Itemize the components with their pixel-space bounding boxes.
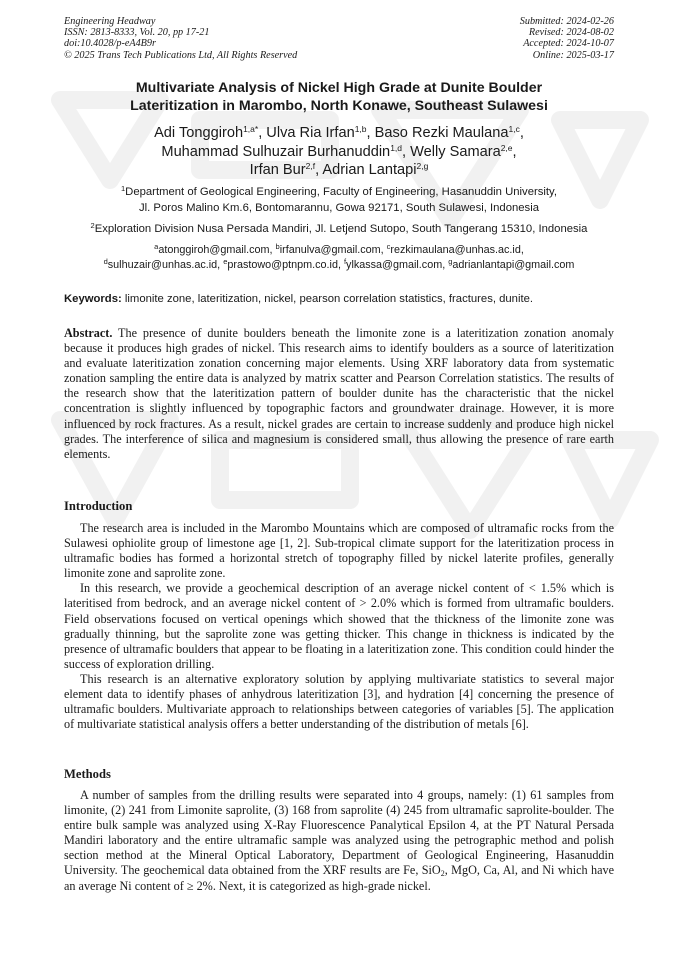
author-affil-mark: 2,f <box>305 161 316 172</box>
paragraph: A number of samples from the drilling results were separated into 4 groups, namely: (1) 61 samples from limonite, (2) 241 from Limonite saprolite, (3) 168 from saprolite (4) 245 from ultramafic saprolite-boulder. The entire bulk sample was analyzed using X-Ray Fluorescence Panalytical Epsilon 4, at the PT Natural Persada Mandiri laboratory and the entire ultramafic sample was analyzed using the petrographic method and polish section method at the Mineral Optical Laboratory, Department of Geological Engineering, Hasanuddin University. The geochemical data obtained from the XRF results are Fe, SiO$_2$, MgO, Ca, Al, and Ni which have an average Ni content of ≥ 2%. Next, it is categorized as high-grade nickel. <box>64 788 614 893</box>
methods-heading: Methods <box>64 767 111 781</box>
revised-date: Revised: 2024-08-02 <box>528 27 614 39</box>
author-name: Ulva Ria Irfan <box>266 125 355 141</box>
author-list: Adi Tonggiroh$^{1,a*}$, Ulva Ria Irfan$^{1,b}$, Baso Rezki Maulana$^{1,c}$, Muhammad Sulhuzair Burhanuddin$^{1,d}$, Welly Samara$^{2,e}$, Irfan Bur$^{2,f}$, Adrian Lantapi$^{2,g}$ <box>154 124 524 179</box>
affil-mark: 1 <box>121 184 126 193</box>
author-name: Baso Rezki Maulana <box>374 125 509 141</box>
copyright: © 2025 Trans Tech Publications Ltd, All Rights Reserved <box>64 49 298 61</box>
doi-link[interactable]: doi:10.4028/p-eA4B9r <box>64 38 156 50</box>
author-name: Welly Samara <box>410 143 501 160</box>
author-emails: $^a$atonggiroh@gmail.com, $^b$irfanulva@gmail.com, $^c$rezkimaulana@unhas.ac.id, $^d$sulhuzair@unhas.ac.id, $^e$prastowo@ptnpm.co.id, $^f$ylkassa@gmail.com, $^g$adrianlantapi@gmail.com <box>103 242 575 271</box>
email-link[interactable]: rezkimaulana@unhas.ac.id, <box>390 244 524 256</box>
keywords-text: limonite zone, lateritization, nickel, pearson correlation statistics, fractures, dunite. <box>121 293 534 305</box>
paragraph: This research is an alternative exploratory solution by applying multivariate statistics to several major element data to identify phases of anhydrous lateritization [3], and hydration [4] concerning the presence of ultramafic boulders. Multivariate approach to relationships between categories of variables [5]. The application of multivariate statistical analysis offers a better understanding of the distribution of metals [6]. <box>64 671 614 732</box>
email-link[interactable]: irfanulva@gmail.com, <box>279 244 387 256</box>
email-link[interactable]: adrianlantapi@gmail.com <box>452 258 575 271</box>
author-affil-mark: 1,d <box>390 142 403 153</box>
email-link[interactable]: atonggiroh@gmail.com, <box>158 244 276 256</box>
author-affil-mark: 1,c <box>508 124 520 134</box>
paragraph: In this research, we provide a geochemical description of an average nickel content of < 1.5% which is lateritised from bedrock, and an average nickel content of > 2.0% which is formed from ultramafic boulders. Field observations focused on vertical openings which showed that the thickness of the limonite zone was gradually thinning, but the saprolite zone was getting thicker. This change in thickness is indicated by the presence of ultramafic boulders that appear to be floating in a lateritization zone. This condition could hinder the success of exploration drilling. <box>64 581 614 671</box>
author-name: Adrian Lantapi <box>322 162 417 179</box>
email-link[interactable]: sulhuzair@unhas.ac.id, <box>107 258 224 271</box>
journal-info <box>64 16 297 61</box>
online-date: Online: 2025-03-17 <box>532 49 614 61</box>
author-name: Adi Tonggiroh <box>154 125 244 141</box>
keywords <box>64 292 624 306</box>
keywords-label: Keywords: <box>64 293 122 305</box>
author-name: Muhammad Sulhuzair Burhanuddin <box>161 143 391 160</box>
affiliation-1: $^1$Department of Geological Engineering, Faculty of Engineering, Hasanuddin University, Jl. Poros Malino Km.6, Bontomarannu, Gowa 92171, South Sulawesi, Indonesia <box>121 184 557 214</box>
title-line-2: Lateritization in Marombo, North Konawe, Southeast Sulawesi <box>130 97 548 114</box>
journal-name: Engineering Headway <box>64 16 156 27</box>
affiliation-2: $^2$Exploration Division Nusa Persada Mandiri, Jl. Letjend Sutopo, South Tangerang 15310, Indonesia <box>90 221 588 235</box>
email-link[interactable]: prastowo@ptnpm.co.id, <box>227 258 344 271</box>
accepted-date: Accepted: 2024-10-07 <box>523 38 614 50</box>
methods-body <box>64 788 614 894</box>
introduction-body <box>64 521 614 732</box>
author-affil-mark: 1,a* <box>243 124 259 134</box>
introduction-heading: Introduction <box>64 499 133 513</box>
abstract <box>64 326 614 462</box>
author-name: Irfan Bur <box>249 162 306 179</box>
paragraph: The research area is included in the Marombo Mountains which are composed of ultramafic rocks from the Sulawesi ophiolite group of limestone age [1, 2]. Sub-tropical climate support for the lateritization process in ultramafic bodies has formed a horizontal stretch of topography filled by nickel laterite profiles, generally limonite zone and saprolite zone. <box>64 521 614 581</box>
title-line-1: Multivariate Analysis of Nickel High Grade at Dunite Boulder <box>135 80 543 96</box>
issn: ISSN: 2813-8333, Vol. 20, pp 17-21 <box>64 27 210 39</box>
abstract-label: Abstract. <box>64 326 113 340</box>
submitted-date: Submitted: 2024-02-26 <box>519 16 614 27</box>
publication-dates <box>520 16 614 61</box>
affil-mark: 2 <box>90 221 95 230</box>
author-affil-mark: 2,g <box>416 161 429 172</box>
author-affil-mark: 2,e <box>500 142 513 153</box>
abstract-text: The presence of dunite boulders beneath the limonite zone is a lateritization zonation anomaly because it produces high grades of nickel. This research aims to identify boulders as a source of lateritization and evaluate lateritization zonation concerning major elements. Using XRF laboratory data from systematic zonation sampling the entire data is analyzed by matrix scatter and Pearson Correlation statistics. The results of the research show that the lateritization pattern of boulder dunite has the characteristic that the nickel concentration is slightly influenced by topographic factors and groundwater drainage. However, it is more influenced by rock fractures. As a result, nickel grades are certain to increase suddenly and produce high nickel grades. The interference of silica and magnesium is considered small, thus allowing the presence of rare earth elements. <box>64 326 614 461</box>
email-link[interactable]: ylkassa@gmail.com, <box>346 258 449 271</box>
paper-title <box>60 80 618 115</box>
author-affil-mark: 1,b <box>354 124 367 134</box>
